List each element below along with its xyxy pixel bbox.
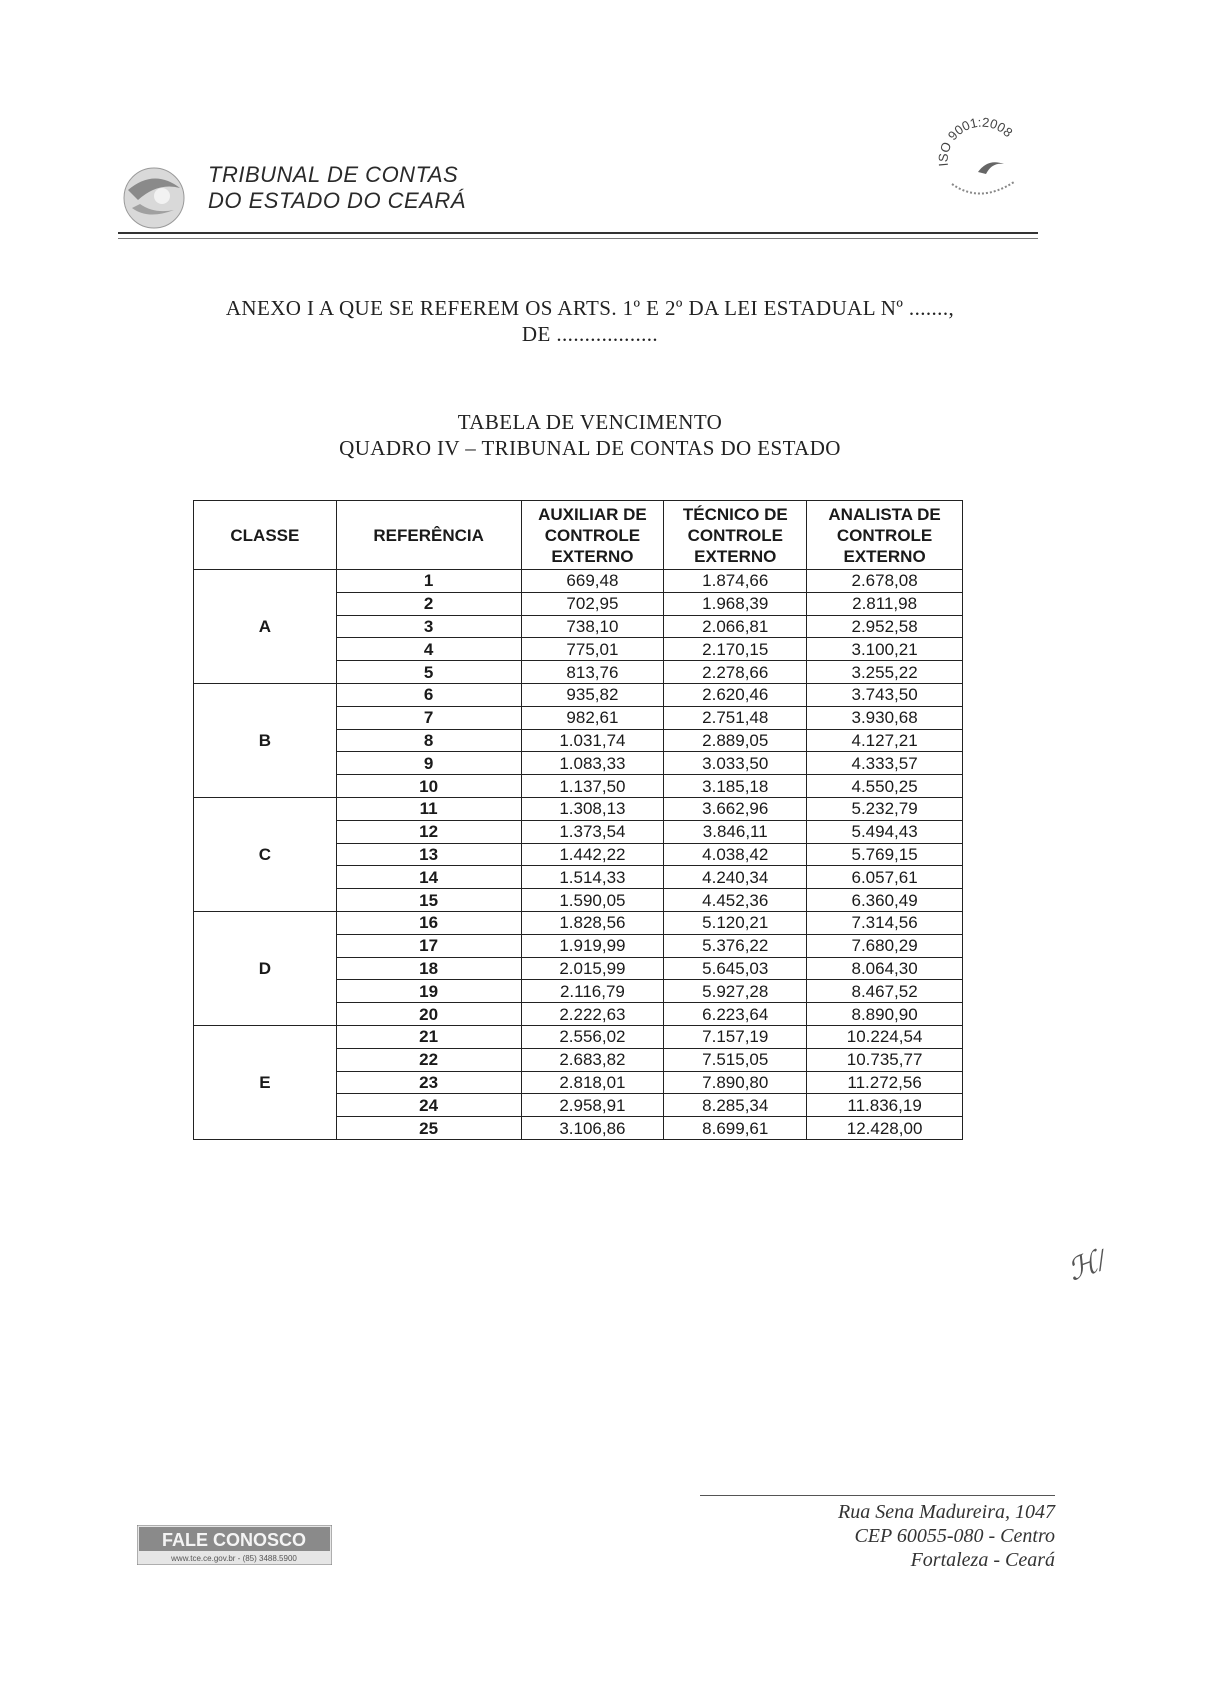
annex-title-date: DE .................. bbox=[521, 322, 659, 346]
tecnico-cell: 8.285,34 bbox=[664, 1094, 807, 1117]
referencia-cell: 14 bbox=[336, 866, 521, 889]
tecnico-cell: 4.452,36 bbox=[664, 889, 807, 912]
iso-seal-text: ISO 9001:2008 bbox=[935, 114, 1016, 168]
fale-conosco-logo-subtext: www.tce.ce.gov.br - (85) 3488.5900 bbox=[171, 1554, 297, 1563]
footer-rule bbox=[700, 1495, 1055, 1496]
tecnico-cell: 7.157,19 bbox=[664, 1025, 807, 1048]
auxiliar-cell: 2.958,91 bbox=[521, 1094, 664, 1117]
analista-cell: 10.224,54 bbox=[807, 1025, 963, 1048]
classe-cell: B bbox=[194, 683, 337, 797]
tecnico-cell: 3.662,96 bbox=[664, 797, 807, 820]
referencia-cell: 17 bbox=[336, 934, 521, 957]
tecnico-cell: 7.890,80 bbox=[664, 1071, 807, 1094]
referencia-cell: 24 bbox=[336, 1094, 521, 1117]
tecnico-cell: 2.889,05 bbox=[664, 729, 807, 752]
tecnico-cell: 2.620,46 bbox=[664, 683, 807, 706]
header-analista: ANALISTA DE CONTROLE EXTERNO bbox=[807, 501, 963, 570]
referencia-cell: 1 bbox=[336, 570, 521, 593]
table-row bbox=[194, 683, 963, 706]
auxiliar-cell: 982,61 bbox=[521, 706, 664, 729]
auxiliar-cell: 2.222,63 bbox=[521, 1003, 664, 1026]
table-subtitle: QUADRO IV – TRIBUNAL DE CONTAS DO ESTADO bbox=[339, 436, 841, 460]
salary-table bbox=[193, 500, 963, 1140]
tecnico-cell: 3.185,18 bbox=[664, 775, 807, 798]
analista-cell: 11.272,56 bbox=[807, 1071, 963, 1094]
auxiliar-cell: 1.828,56 bbox=[521, 911, 664, 934]
auxiliar-cell: 669,48 bbox=[521, 570, 664, 593]
auxiliar-cell: 2.556,02 bbox=[521, 1025, 664, 1048]
table-body bbox=[194, 570, 963, 1140]
tecnico-cell: 2.751,48 bbox=[664, 706, 807, 729]
classe-cell: E bbox=[194, 1025, 337, 1139]
analista-cell: 5.769,15 bbox=[807, 843, 963, 866]
table-row bbox=[194, 911, 963, 934]
auxiliar-cell: 1.514,33 bbox=[521, 866, 664, 889]
analista-cell: 8.467,52 bbox=[807, 980, 963, 1003]
address-line1: Rua Sena Madureira, 1047 bbox=[837, 1501, 1055, 1523]
tecnico-cell: 4.038,42 bbox=[664, 843, 807, 866]
table-row bbox=[194, 797, 963, 820]
auxiliar-cell: 813,76 bbox=[521, 661, 664, 684]
analista-cell: 6.057,61 bbox=[807, 866, 963, 889]
iso-certification-seal-icon bbox=[930, 108, 1030, 208]
analista-cell: 4.550,25 bbox=[807, 775, 963, 798]
address-line2: CEP 60055-080 - Centro bbox=[854, 1525, 1055, 1547]
analista-cell: 3.743,50 bbox=[807, 683, 963, 706]
table-row bbox=[194, 1025, 963, 1048]
auxiliar-cell: 1.919,99 bbox=[521, 934, 664, 957]
org-name-line2: DO ESTADO DO CEARÁ bbox=[208, 188, 466, 213]
referencia-cell: 5 bbox=[336, 661, 521, 684]
analista-cell: 6.360,49 bbox=[807, 889, 963, 912]
referencia-cell: 4 bbox=[336, 638, 521, 661]
org-name bbox=[208, 162, 466, 214]
analista-cell: 11.836,19 bbox=[807, 1094, 963, 1117]
header-tecnico: TÉCNICO DE CONTROLE EXTERNO bbox=[664, 501, 807, 570]
table-title: TABELA DE VENCIMENTO bbox=[457, 410, 723, 434]
referencia-cell: 6 bbox=[336, 683, 521, 706]
address-line3: Fortaleza - Ceará bbox=[910, 1549, 1055, 1571]
analista-cell: 7.314,56 bbox=[807, 911, 963, 934]
referencia-cell: 22 bbox=[336, 1048, 521, 1071]
auxiliar-cell: 2.015,99 bbox=[521, 957, 664, 980]
auxiliar-cell: 1.590,05 bbox=[521, 889, 664, 912]
classe-cell: D bbox=[194, 911, 337, 1025]
analista-cell: 5.232,79 bbox=[807, 797, 963, 820]
referencia-cell: 12 bbox=[336, 820, 521, 843]
header-referencia: REFERÊNCIA bbox=[336, 501, 521, 570]
header-rule bbox=[118, 232, 1038, 234]
referencia-cell: 7 bbox=[336, 706, 521, 729]
auxiliar-cell: 775,01 bbox=[521, 638, 664, 661]
analista-cell: 2.678,08 bbox=[807, 570, 963, 593]
auxiliar-cell: 3.106,86 bbox=[521, 1117, 664, 1140]
analista-cell: 5.494,43 bbox=[807, 820, 963, 843]
header-auxiliar: AUXILIAR DE CONTROLE EXTERNO bbox=[521, 501, 664, 570]
tecnico-cell: 8.699,61 bbox=[664, 1117, 807, 1140]
tecnico-cell: 7.515,05 bbox=[664, 1048, 807, 1071]
tecnico-cell: 3.846,11 bbox=[664, 820, 807, 843]
referencia-cell: 10 bbox=[336, 775, 521, 798]
auxiliar-cell: 1.373,54 bbox=[521, 820, 664, 843]
handwritten-initials: ℋ/ bbox=[1063, 1243, 1111, 1288]
referencia-cell: 25 bbox=[336, 1117, 521, 1140]
analista-cell: 4.127,21 bbox=[807, 729, 963, 752]
auxiliar-cell: 2.683,82 bbox=[521, 1048, 664, 1071]
analista-cell: 4.333,57 bbox=[807, 752, 963, 775]
analista-cell: 8.890,90 bbox=[807, 1003, 963, 1026]
tribunal-logo-icon bbox=[118, 160, 190, 232]
auxiliar-cell: 1.137,50 bbox=[521, 775, 664, 798]
referencia-cell: 9 bbox=[336, 752, 521, 775]
analista-cell: 12.428,00 bbox=[807, 1117, 963, 1140]
fale-conosco-logo bbox=[137, 1525, 332, 1565]
table-header-row bbox=[194, 501, 963, 570]
analista-cell: 7.680,29 bbox=[807, 934, 963, 957]
auxiliar-cell: 2.116,79 bbox=[521, 980, 664, 1003]
tecnico-cell: 2.278,66 bbox=[664, 661, 807, 684]
tecnico-cell: 5.120,21 bbox=[664, 911, 807, 934]
auxiliar-cell: 702,95 bbox=[521, 592, 664, 615]
referencia-cell: 19 bbox=[336, 980, 521, 1003]
referencia-cell: 18 bbox=[336, 957, 521, 980]
analista-cell: 8.064,30 bbox=[807, 957, 963, 980]
referencia-cell: 11 bbox=[336, 797, 521, 820]
fale-conosco-logo-text: FALE CONOSCO bbox=[161, 1530, 307, 1550]
referencia-cell: 20 bbox=[336, 1003, 521, 1026]
auxiliar-cell: 935,82 bbox=[521, 683, 664, 706]
referencia-cell: 21 bbox=[336, 1025, 521, 1048]
auxiliar-cell: 1.083,33 bbox=[521, 752, 664, 775]
auxiliar-cell: 1.308,13 bbox=[521, 797, 664, 820]
analista-cell: 10.735,77 bbox=[807, 1048, 963, 1071]
referencia-cell: 13 bbox=[336, 843, 521, 866]
classe-cell: C bbox=[194, 797, 337, 911]
tecnico-cell: 3.033,50 bbox=[664, 752, 807, 775]
tecnico-cell: 2.170,15 bbox=[664, 638, 807, 661]
classe-cell: A bbox=[194, 570, 337, 684]
tecnico-cell: 5.927,28 bbox=[664, 980, 807, 1003]
annex-title: ANEXO I A QUE SE REFEREM OS ARTS. 1º E 2º DA LEI ESTADUAL Nº ......., bbox=[225, 296, 955, 320]
analista-cell: 2.952,58 bbox=[807, 615, 963, 638]
header-rule-thin bbox=[118, 238, 1038, 239]
auxiliar-cell: 2.818,01 bbox=[521, 1071, 664, 1094]
analista-cell: 3.255,22 bbox=[807, 661, 963, 684]
referencia-cell: 3 bbox=[336, 615, 521, 638]
tecnico-cell: 4.240,34 bbox=[664, 866, 807, 889]
tecnico-cell: 1.874,66 bbox=[664, 570, 807, 593]
analista-cell: 3.930,68 bbox=[807, 706, 963, 729]
tecnico-cell: 5.376,22 bbox=[664, 934, 807, 957]
header-classe: CLASSE bbox=[194, 501, 337, 570]
auxiliar-cell: 1.442,22 bbox=[521, 843, 664, 866]
org-name-line1: TRIBUNAL DE CONTAS bbox=[208, 162, 459, 187]
analista-cell: 2.811,98 bbox=[807, 592, 963, 615]
svg-text:ISO 9001:2008 bbox=[935, 115, 1015, 168]
referencia-cell: 23 bbox=[336, 1071, 521, 1094]
referencia-cell: 2 bbox=[336, 592, 521, 615]
tecnico-cell: 1.968,39 bbox=[664, 592, 807, 615]
auxiliar-cell: 738,10 bbox=[521, 615, 664, 638]
tecnico-cell: 6.223,64 bbox=[664, 1003, 807, 1026]
table-row bbox=[194, 570, 963, 593]
tecnico-cell: 2.066,81 bbox=[664, 615, 807, 638]
analista-cell: 3.100,21 bbox=[807, 638, 963, 661]
referencia-cell: 15 bbox=[336, 889, 521, 912]
referencia-cell: 16 bbox=[336, 911, 521, 934]
referencia-cell: 8 bbox=[336, 729, 521, 752]
auxiliar-cell: 1.031,74 bbox=[521, 729, 664, 752]
tecnico-cell: 5.645,03 bbox=[664, 957, 807, 980]
footer-address bbox=[838, 1500, 1055, 1572]
